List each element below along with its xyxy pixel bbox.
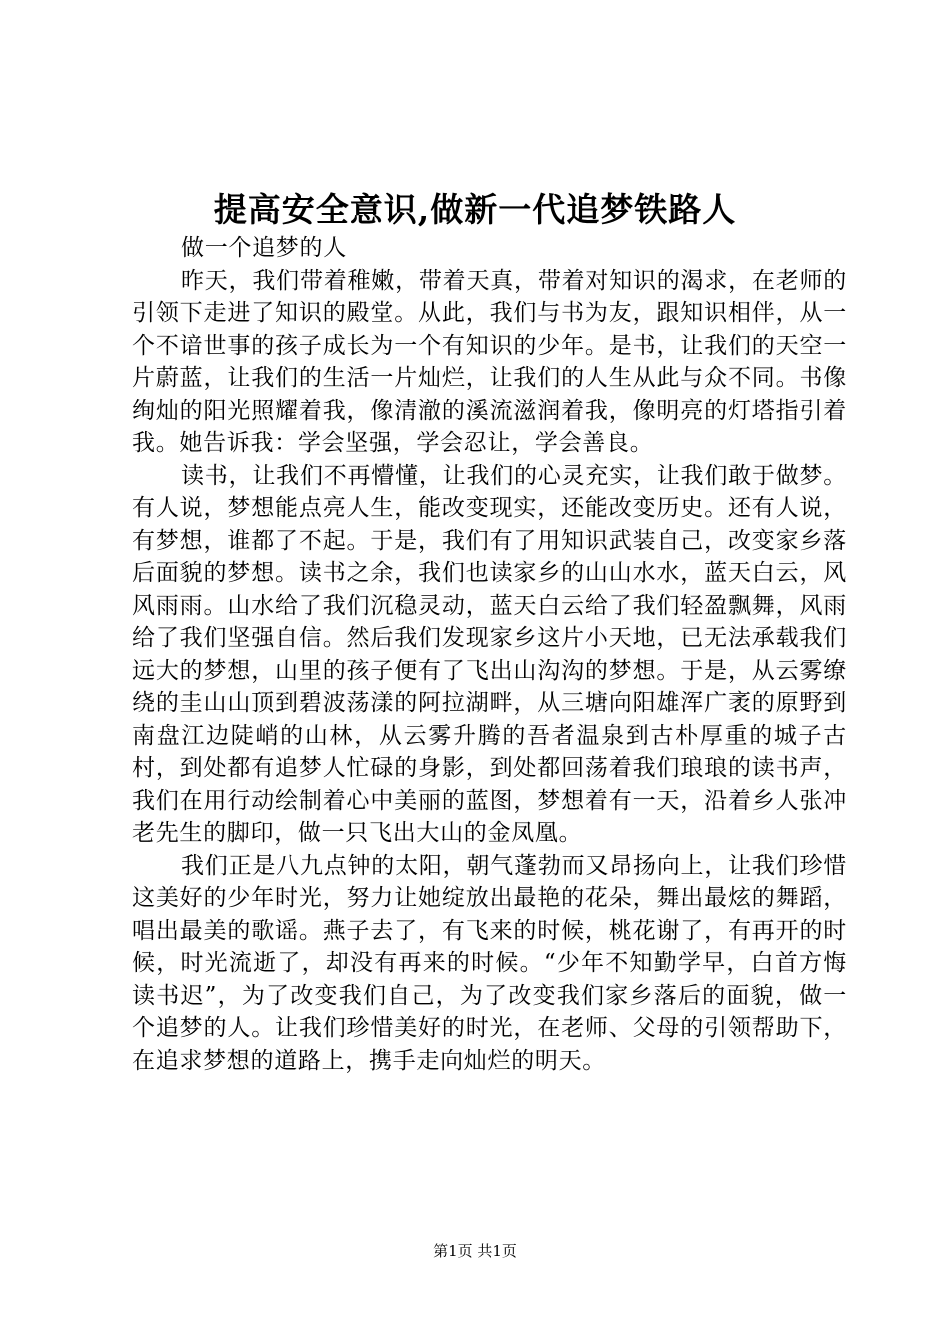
paragraph: 我们正是八九点钟的太阳，朝气蓬勃而又昂扬向上，让我们珍惜这美好的少年时光，努力让她绽放出最艳的花朵，舞出最炫的舞蹈，唱出最美的歌谣。燕子去了，有飞来的时候，桃花谢了，有再开的时候，时光流逝了，却没有再来的时候。“少年不知勤学早，白首方悔读书迟”，为了改变我们自己，为了改变我们家乡落后的面貌，做一个追梦的人。让我们珍惜美好的时光，在老师、父母的引领帮助下，在追求梦想的道路上，携手走向灿烂的明天。: [132, 852, 847, 1074]
paragraph: 昨天，我们带着稚嫩，带着天真，带着对知识的渴求，在老师的引领下走进了知识的殿堂。从此，我们与书为友，跟知识相伴，从一个不谙世事的孩子成长为一个有知识的少年。是书，让我们的天空一片蔚蓝，让我们的生活一片灿烂，让我们的人生从此与众不同。书像绚灿的阳光照耀着我，像清澈的溪流滋润着我，像明亮的灯塔指引着我。她告诉我：学会坚强，学会忍让，学会善良。: [132, 267, 847, 456]
paragraph: 读书，让我们不再懵懂，让我们的心灵充实，让我们敢于做梦。有人说，梦想能点亮人生，能改变现实，还能改变历史。还有人说，有梦想，谁都了不起。于是，我们有了用知识武装自己，改变家乡落后面貌的梦想。读书之余，我们也读家乡的山山水水，蓝天白云，风风雨雨。山水给了我们沉稳灵动，蓝天白云给了我们轻盈飘舞，风雨给了我们坚强自信。然后我们发现家乡这片小天地，已无法承载我们远大的梦想，山里的孩子便有了飞出山沟沟的梦想。于是，从云雾缭绕的圭山山顶到碧波荡漾的阿拉湖畔，从三塘向阳雄浑广袤的原野到南盘江边陡峭的山林，从云雾升腾的吾者温泉到古朴厚重的城子古村，到处都有追梦人忙碌的身影，到处都回荡着我们琅琅的读书声，我们在用行动绘制着心中美丽的蓝图，梦想着有一天，沿着乡人张冲老先生的脚印，做一只飞出大山的金凤凰。: [132, 462, 847, 846]
document-title: 提高安全意识,做新一代追梦铁路人: [213, 190, 737, 229]
document-body: [132, 232, 847, 1077]
page-footer: 第1页 共1页: [433, 1242, 517, 1260]
paragraph-subtitle: 做一个追梦的人: [181, 235, 347, 261]
